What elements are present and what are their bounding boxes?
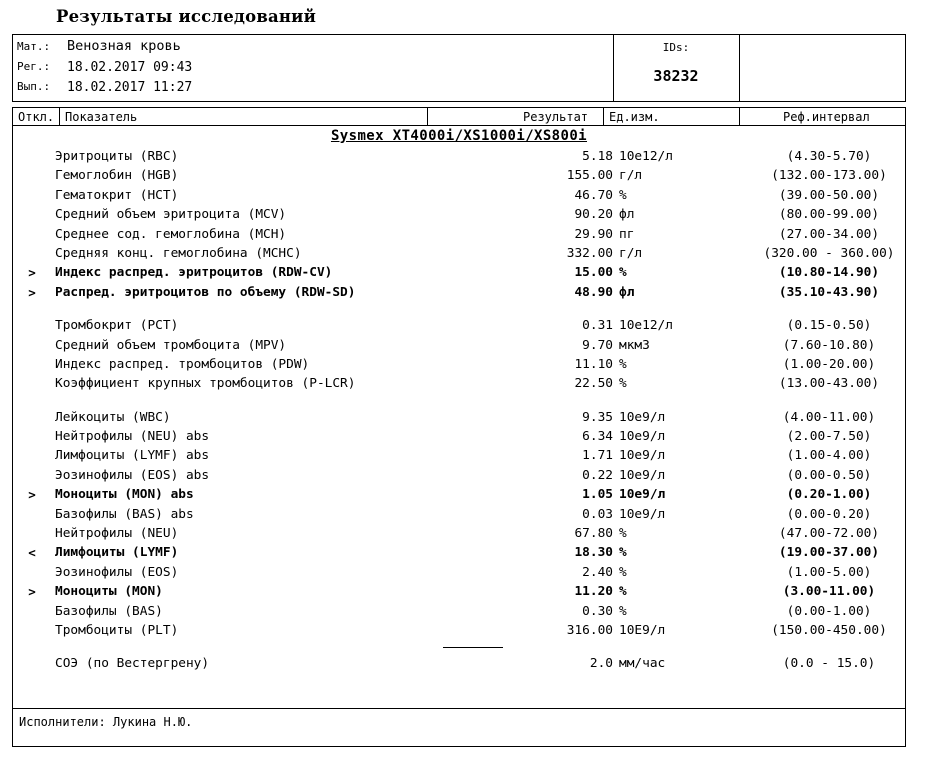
row-reference-interval: (1.00-5.00) <box>786 564 872 580</box>
row-unit: % <box>619 376 627 392</box>
row-unit: % <box>619 265 627 281</box>
row-analyte-name: Эозинофилы (EOS) <box>55 564 179 580</box>
row-unit: % <box>619 564 627 580</box>
row-reference-interval: (0.15-0.50) <box>786 318 872 334</box>
rule-line <box>443 647 503 648</box>
row-reference-interval: (0.00-1.00) <box>786 603 872 619</box>
row-analyte-name: Моноциты (MON) abs <box>55 487 194 503</box>
row-result-value: 29.90 <box>574 226 613 242</box>
table-row <box>13 622 905 641</box>
row-unit: 10Е9/л <box>619 622 666 638</box>
row-analyte-name: Базофилы (BAS) abs <box>55 506 194 522</box>
row-flag: > <box>28 284 36 300</box>
row-result-value: 1.05 <box>582 487 613 503</box>
row-spacer <box>13 303 905 317</box>
row-flag: < <box>28 545 36 561</box>
row-analyte-name: Индекс распред. эритроцитов (RDW-CV) <box>55 265 333 281</box>
row-reference-interval: (150.00-450.00) <box>771 622 887 638</box>
row-unit: 10е9/л <box>619 467 666 483</box>
row-result-value: 67.80 <box>574 526 613 542</box>
row-reference-interval: (2.00-7.50) <box>786 429 872 445</box>
row-spacer <box>13 395 905 409</box>
results-table <box>12 126 906 709</box>
column-name: Показатель <box>65 110 138 124</box>
row-unit: мкм3 <box>619 337 650 353</box>
completed-value: 18.02.2017 11:27 <box>67 80 193 95</box>
row-reference-interval: (0.20-1.00) <box>786 487 872 503</box>
row-reference-interval: (39.00-50.00) <box>778 187 880 203</box>
header-left <box>13 35 613 101</box>
table-row <box>13 187 905 206</box>
table-row <box>13 264 905 283</box>
table-row <box>13 375 905 394</box>
row-analyte-name: Тромбокрит (PCT) <box>55 318 179 334</box>
row-reference-interval: (1.00-20.00) <box>782 356 876 372</box>
row-analyte-name: Эритроциты (RBC) <box>55 149 179 164</box>
row-unit: % <box>619 187 627 203</box>
ids-label: IDs: <box>662 41 690 54</box>
row-analyte-name: Лимфоциты (LYMF) abs <box>55 448 210 464</box>
row-unit: фл <box>619 207 635 223</box>
row-unit: 10е12/л <box>619 318 673 334</box>
row-reference-interval: (0.00-0.50) <box>786 467 872 483</box>
row-reference-interval: (19.00-37.00) <box>778 545 880 561</box>
row-reference-interval: (35.10-43.90) <box>778 284 880 300</box>
row-analyte-name: Среднее сод. гемоглобина (MCH) <box>55 226 287 242</box>
row-unit: 10е9/л <box>619 429 666 445</box>
row-result-value: 9.35 <box>582 409 613 425</box>
row-reference-interval: (0.00-0.20) <box>786 506 872 522</box>
registered-value: 18.02.2017 09:43 <box>67 60 193 75</box>
row-result-value: 22.50 <box>574 376 613 392</box>
row-result-value: 48.90 <box>574 284 613 300</box>
row-unit: г/л <box>619 168 643 184</box>
row-result-value: 1.71 <box>582 448 613 464</box>
analyzer-name: Sysmex XT4000i/XS1000i/XS800i <box>330 128 588 144</box>
row-unit: 10е9/л <box>619 409 666 425</box>
material-value: Венозная кровь <box>67 38 181 54</box>
row-reference-interval: (320.00 - 360.00) <box>763 245 895 261</box>
table-row <box>13 564 905 583</box>
table-row <box>13 206 905 225</box>
table-row <box>13 655 905 674</box>
row-analyte-name: Коэффициент крупных тромбоцитов (P-LCR) <box>55 376 356 392</box>
row-analyte-name: Нейтрофилы (NEU) <box>55 526 179 542</box>
ids-cell <box>613 35 739 101</box>
ids-value: 38232 <box>653 67 699 85</box>
report-header <box>12 34 906 102</box>
colhdr-divider-4 <box>739 108 740 125</box>
report-footer <box>12 709 906 747</box>
row-reference-interval: (10.80-14.90) <box>778 265 880 281</box>
row-result-value: 46.70 <box>574 187 613 203</box>
row-result-value: 11.20 <box>574 584 613 600</box>
colhdr-divider-1 <box>59 108 60 125</box>
table-column-header <box>12 107 906 126</box>
row-unit: фл <box>619 284 635 300</box>
row-result-value: 15.00 <box>574 265 613 281</box>
row-unit: 10е9/л <box>619 448 666 464</box>
row-reference-interval: (0.0 - 15.0) <box>782 656 876 672</box>
row-flag: > <box>28 487 36 503</box>
row-reference-interval: (132.00-173.00) <box>771 168 887 184</box>
colhdr-divider-2 <box>427 108 428 125</box>
table-row <box>13 148 905 167</box>
row-result-value: 155.00 <box>566 168 613 184</box>
row-reference-interval: (13.00-43.00) <box>778 376 880 392</box>
row-result-value: 2.40 <box>582 564 613 580</box>
row-result-value: 9.70 <box>582 337 613 353</box>
row-result-value: 11.10 <box>574 356 613 372</box>
colhdr-divider-3 <box>603 108 604 125</box>
row-result-value: 0.22 <box>582 467 613 483</box>
row-result-value: 316.00 <box>566 622 613 638</box>
row-result-value: 332.00 <box>566 245 613 261</box>
table-row <box>13 583 905 602</box>
row-analyte-name: Гематокрит (HCT) <box>55 187 179 203</box>
row-reference-interval: (27.00-34.00) <box>778 226 880 242</box>
row-analyte-name: Базофилы (BAS) <box>55 603 163 619</box>
row-flag: > <box>28 584 36 600</box>
row-unit: % <box>619 584 627 600</box>
table-row <box>13 284 905 303</box>
row-reference-interval: (80.00-99.00) <box>778 207 880 223</box>
material-label: Мат.: <box>17 40 51 53</box>
row-unit: % <box>619 545 627 561</box>
row-analyte-name: Лимфоциты (LYMF) <box>55 545 179 561</box>
row-result-value: 6.34 <box>582 429 613 445</box>
row-result-value: 18.30 <box>574 545 613 561</box>
row-result-value: 2.0 <box>589 656 613 672</box>
row-analyte-name: Средняя конц. гемоглобина (MCHC) <box>55 245 302 261</box>
row-unit: % <box>619 603 627 619</box>
row-analyte-name: Гемоглобин (HGB) <box>55 168 179 184</box>
table-row <box>13 245 905 264</box>
completed-label: Вып.: <box>17 80 51 93</box>
row-analyte-name: Индекс распред. тромбоцитов (PDW) <box>55 356 310 372</box>
performers-text: Исполнители: Лукина Н.Ю. <box>19 715 193 729</box>
row-unit: пг <box>619 226 635 242</box>
row-reference-interval: (4.00-11.00) <box>782 409 876 425</box>
table-row <box>13 226 905 245</box>
column-result: Результат <box>523 110 589 124</box>
table-row <box>13 409 905 428</box>
row-result-value: 0.30 <box>582 603 613 619</box>
row-unit: % <box>619 526 627 542</box>
row-analyte-name: Средний объем тромбоцита (MPV) <box>55 337 287 353</box>
section-rule <box>13 641 905 655</box>
column-reference: Реф.интервал <box>783 110 870 124</box>
row-analyte-name: СОЭ (по Вестергрену) <box>55 656 210 672</box>
row-result-value: 90.20 <box>574 207 613 223</box>
table-row <box>13 603 905 622</box>
registered-label: Рег.: <box>17 60 51 73</box>
table-row <box>13 467 905 486</box>
table-row <box>13 525 905 544</box>
row-reference-interval: (47.00-72.00) <box>778 526 880 542</box>
row-result-value: 0.03 <box>582 506 613 522</box>
table-row <box>13 506 905 525</box>
row-analyte-name: Тромбоциты (PLT) <box>55 622 179 638</box>
row-unit: 10е9/л <box>619 487 666 503</box>
table-row <box>13 167 905 186</box>
row-analyte-name: Средний объем эритроцита (MCV) <box>55 207 287 223</box>
row-unit: % <box>619 356 627 372</box>
table-row <box>13 447 905 466</box>
row-result-value: 5.18 <box>582 149 613 164</box>
row-analyte-name: Нейтрофилы (NEU) abs <box>55 429 210 445</box>
row-reference-interval: (7.60-10.80) <box>782 337 876 353</box>
table-row <box>13 544 905 563</box>
row-analyte-name: Лейкоциты (WBC) <box>55 409 171 425</box>
row-analyte-name: Моноциты (MON) <box>55 584 163 600</box>
row-flag: > <box>28 265 36 281</box>
table-row <box>13 486 905 505</box>
row-reference-interval: (4.30-5.70) <box>786 149 872 164</box>
row-unit: мм/час <box>619 656 666 672</box>
table-row <box>13 356 905 375</box>
row-unit: г/л <box>619 245 643 261</box>
row-analyte-name: Распред. эритроцитов по объему (RDW-SD) <box>55 284 356 300</box>
row-unit: 10е12/л <box>619 149 673 164</box>
table-row <box>13 337 905 356</box>
page-title: Результаты исследований <box>56 7 317 26</box>
results-rows <box>13 148 905 675</box>
row-reference-interval: (3.00-11.00) <box>782 584 876 600</box>
row-result-value: 0.31 <box>582 318 613 334</box>
header-right-blank <box>739 35 906 101</box>
column-flag: Откл. <box>18 110 55 124</box>
column-unit: Ед.изм. <box>609 110 660 124</box>
row-analyte-name: Эозинофилы (EOS) abs <box>55 467 210 483</box>
analyzer-row <box>13 126 905 148</box>
table-row <box>13 428 905 447</box>
row-unit: 10е9/л <box>619 506 666 522</box>
row-reference-interval: (1.00-4.00) <box>786 448 872 464</box>
table-row <box>13 317 905 336</box>
